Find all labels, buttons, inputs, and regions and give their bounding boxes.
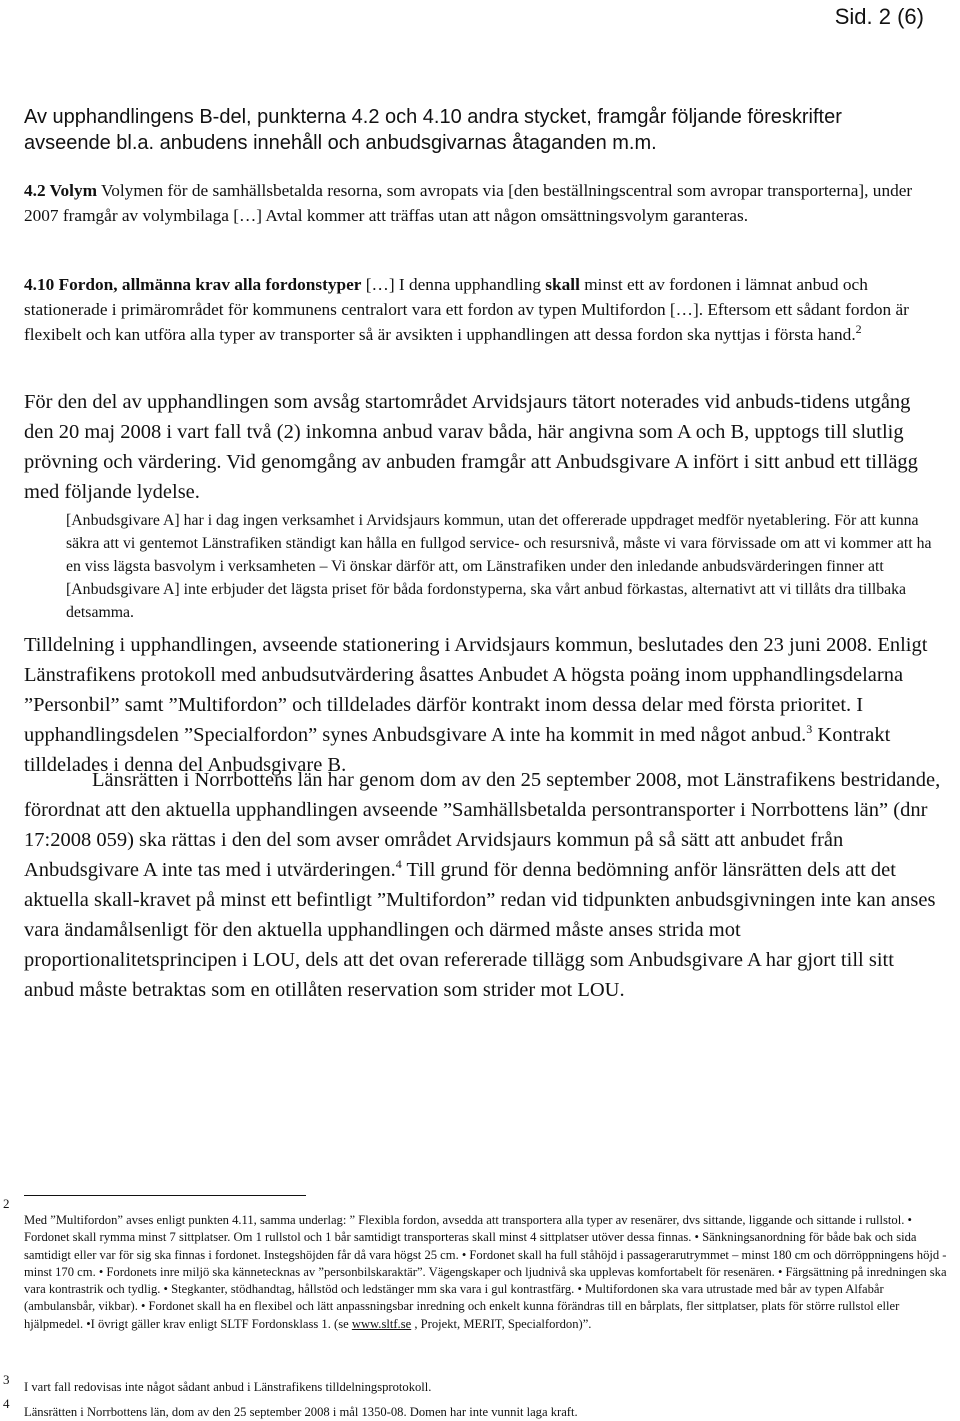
section-4-10-emphasis: skall xyxy=(545,275,580,294)
footnote-number-4: 4 xyxy=(3,1396,10,1411)
footnote-number-3: 3 xyxy=(3,1372,10,1387)
section-4-2-heading: 4.2 Volym xyxy=(24,181,97,200)
body-paragraph-1: För den del av upphandlingen som avsåg startområdet Arvidsjaurs tätort noterades vid anbuds-tidens utgång den 20 maj 2008 i vart fall två (2) inkomna anbud varav båda, här angivna som A och B, upptogs till slutlig prövning och värdering. Vid genomgång av anbuden framgår att Anbudsgivare A infört i sitt anbud ett tillägg med följande lydelse. xyxy=(24,391,918,503)
footnote-2-text-b: , Projekt, MERIT, Specialfordon)”. xyxy=(411,1316,592,1331)
footnote-ref-2[interactable]: 2 xyxy=(855,322,862,337)
anbud-quote: [Anbudsgivare A] har i dag ingen verksamhet i Arvidsjaurs kommun, utan det offererade uppdraget medför nyetablering. För att kunna säkra att vi gentemot Länstrafiken ständigt kan hålla en fullgod service- och resursnivå, måste vi vara förvissade om att vi kommer att ha en viss lägsta basvolym i verksamheten – Vi önskar därför att, om Länstrafiken under den inledande anbudsvärderingen finner att [Anbudsgivare A] inte erbjuder det lägsta priset för båda fordonstyperna, ska vårt anbud förkastas, alternativt att vi tillåts dra tillbaka detsamma. xyxy=(66,512,932,621)
body-paragraph-2 xyxy=(24,630,944,780)
body-paragraph-3 xyxy=(24,765,944,1005)
footnote-separator xyxy=(24,1195,306,1196)
footnote-number-2: 2 xyxy=(3,1196,10,1211)
intro-paragraph: Av upphandlingens B-del, punkterna 4.2 och 4.10 andra stycket, framgår följande föreskrifter avseende bl.a. anbudens innehåll och anbudsgivarnas åtaganden m.m. xyxy=(24,106,842,154)
body-paragraph-3-text-a: Länsrätten i Norrbottens län har genom dom av den 25 september 2008, mot Länstrafikens bestridande, förordnat att den aktuella upphandlingen avseende ”Samhällsbetalda persontransporter i Norrbottens län” (dnr 17:2008 059) ska rättas i den del som avser området Arvidsjaurs kommun på så sätt att anbudet från Anbudsgivare A inte tas med i utvärderingen. xyxy=(24,769,941,881)
footnote-2 xyxy=(24,1212,949,1333)
section-4-10-heading: 4.10 Fordon, allmänna krav alla fordonstyper xyxy=(24,275,362,294)
footnote-ref-3[interactable]: 3 xyxy=(806,722,813,737)
footnote-ref-4[interactable]: 4 xyxy=(395,857,402,872)
section-4-2-quote xyxy=(24,178,944,228)
body-paragraph-2-text-b: Kontrakt tilldelades i denna del Anbudsgivare B. xyxy=(24,724,891,776)
page-number: Sid. 2 (6) xyxy=(834,4,924,29)
section-4-2-text: Volymen för de samhällsbetalda resorna, som avropats via [den beställningscentral som avropar transporterna], under 2007 framgår av volymbilaga […] Avtal kommer att träffas utan att någon omsättningsvolym garanteras. xyxy=(24,181,913,225)
sltf-link[interactable]: www.sltf.se xyxy=(351,1316,412,1331)
body-paragraph-3-text-b: Till grund för denna bedömning anför länsrätten dels att det aktuella skall-kravet på minst ett befintligt ”Multifordon” redan vid tidpunkten anbudsgivningen inte kan anses vara ändamålsenligt för den aktuella upphandlingen och därmed måste anses strida mot proportionalitetsprincipen i LOU, dels att det ovan refererade tillägg som Anbudsgivare A har gjort till sitt anbud måste betraktas som en otillåten reservation som strider mot LOU. xyxy=(24,859,936,1001)
footnote-3: I vart fall redovisas inte något sådant anbud i Länstrafikens tilldelningsprotokoll. xyxy=(24,1380,432,1394)
footnote-2-text-a: Med ”Multifordon” avses enligt punkten 4.11, samma underlag: ” Flexibla fordon, avsedda att transportera alla typer av resenärer, dvs sittande, liggande och sittande i rullstol. • Fordonet skall rymma minst 7 sittplatser. Om 1 rullstol och 1 bår samtidigt transporteras skall minst 4 sittplatser utöver dessa finnas. • Sänkningsanordning för både bak och sida samtidigt eller var för sig ska finnas i fordonet. Instegshöjden får då vara högst 25 cm. • Fordonet skall ha full ståhöjd i passagerarutrymmet – minst 180 cm och dörröppningens höjd - minst 170 cm. • Fordonets inre miljö ska kännetecknas av ”personbilskaraktär”. Vägengskaper och ljudnivå ska upplevas komfortabelt för resenären. • Färgsättning på inredningen ska vara kontrastrik och tydlig. • Stegkanter, stödhandtag, hållstöd och ledstänger mm ska vara i gul kontrastfärg. • Multifordonen ska vara utrustade med bår av typen Alfabår (ambulansbår, vikbar). • Fordonet skall ha en flexibel och lätt anpassningsbar inredning och enkelt kunna förändras till en bårplats, fler sittplatser, plats för större rullstol eller hjälpmedel. •I övrigt gäller krav enligt SLTF Fordonsklass 1. (se xyxy=(24,1213,947,1331)
footnote-4: Länsrätten i Norrbottens län, dom av den 25 september 2008 i mål 1350-08. Domen har inte vunnit laga kraft. xyxy=(24,1405,578,1419)
section-4-10-quote xyxy=(24,272,944,347)
section-4-10-text-b: minst ett av fordonen i lämnat anbud och stationerade i primärområdet för kommunens centralort vara ett fordon av typen Multifordon […]. Eftersom ett sådant fordon är flexibelt och kan utföra alla typer av transporter så är avsikten i upphandlingen att dessa fordon ska nyttjas i första hand. xyxy=(24,275,909,344)
body-paragraph-2-text-a: Tilldelning i upphandlingen, avseende stationering i Arvidsjaurs kommun, beslutades den 23 juni 2008. Enligt Länstrafikens protokoll med anbudsutvärdering åsattes Anbudet A högsta poäng inom upphandlingsdelarna ”Personbil” samt ”Multifordon” och tilldelades därför kontrakt inom dessa delar med första prioritet. I upphandlingsdelen ”Specialfordon” synes Anbudsgivare A inte ha kommit in med något anbud. xyxy=(24,634,928,746)
section-4-10-text-a: […] I denna upphandling xyxy=(361,275,546,294)
